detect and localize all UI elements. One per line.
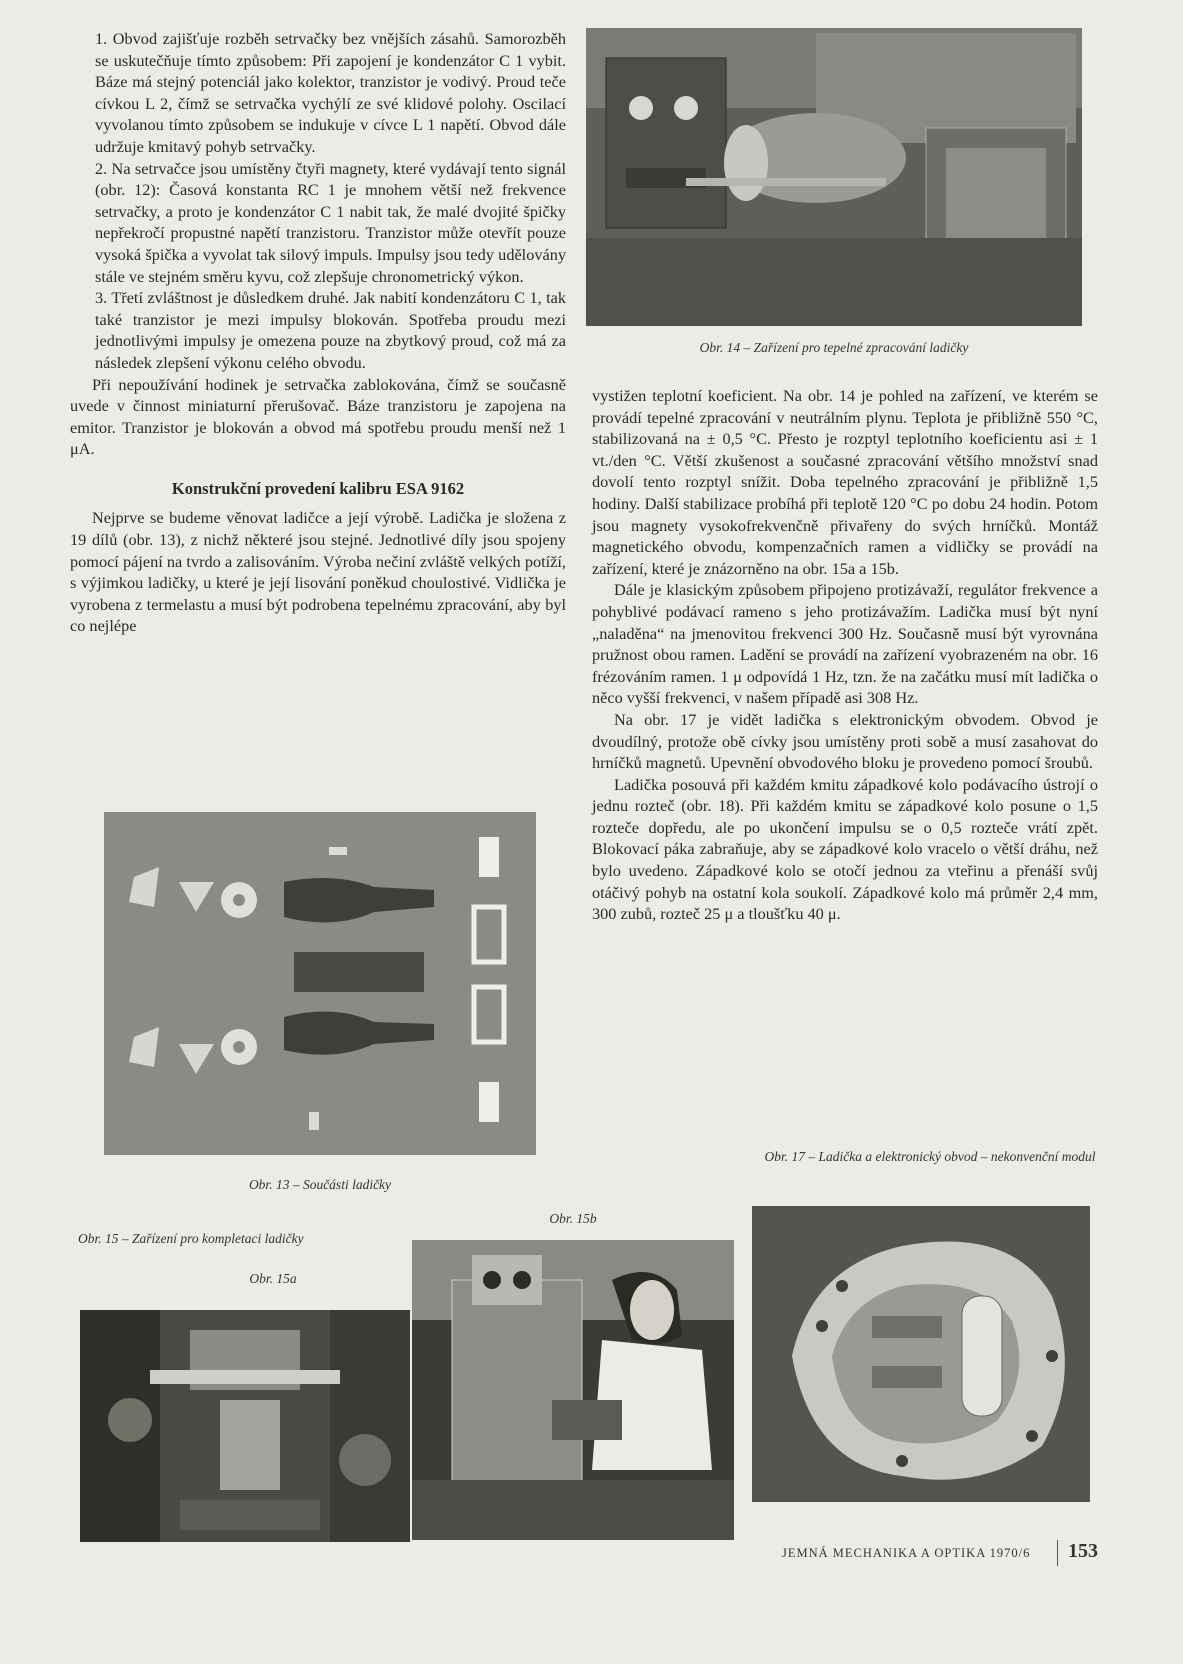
figure-15b-caption: Obr. 15b	[549, 1211, 597, 1226]
figure-17-caption: Obr. 17 – Ladička a elektronický obvod – nekonvenční modul	[764, 1149, 1096, 1164]
right-column	[592, 385, 1098, 925]
paragraph: Na obr. 17 je vidět ladička s elektronickým obvodem. Obvod je dvoudílný, protože obě cívky jsou umístěny proti sobě a musí zasahovat do hrníčků magnetů. Upevnění obvodového bloku je provedeno pomocí šroubů.	[592, 709, 1098, 773]
figure-13-photo	[104, 812, 536, 1155]
paragraph: Při nepoužívání hodinek je setrvačka zablokována, čímž se současně uvede v činnost miniaturní přerušovač. Báze tranzistoru je zapojena na emitor. Tranzistor je blokován a obvod má spotřebu proudu menší než 1 μA.	[70, 374, 566, 459]
figure-15a-photo	[80, 1310, 410, 1542]
list-item-3: 3. Třetí zvláštnost je důsledkem druhé. Jak nabití kondenzátoru C 1, tak také tranzistor je mezi impulsy blokován. Spotřeba proudu mezi jednotlivými impulsy je omezena pouze na zbytkový proud, což má za následek zlepšení výkonu celého obvodu.	[95, 288, 566, 372]
figure-14-photo	[586, 28, 1082, 326]
page-footer	[782, 1540, 1098, 1562]
figure-15b-photo	[412, 1240, 734, 1540]
section-heading: Konstrukční provedení kalibru ESA 9162	[171, 478, 465, 498]
paragraph: Dále je klasickým způsobem připojeno protizávaží, regulátor frekvence a pohyblivé podávací rameno s jeho protizávažím. Ladička musí být nyní „naladěna“ na jmenovitou frekvenci 300 Hz. Současně musí být vyrovnána pružnost obou ramen. Ladění se provádí na zařízení vyobrazeném na obr. 16 frézováním ramen. 1 μ odpovídá 1 Hz, tzn. že na začátku musí mít ladička o něco vyšší frekvenci, v našem případě asi 308 Hz.	[592, 580, 1098, 708]
figure-13-caption: Obr. 13 – Součásti ladičky	[248, 1177, 392, 1192]
paragraph: vystižen teplotní koeficient. Na obr. 14 je pohled na zařízení, ve kterém se provádí tepelné zpracování v neutrálním plynu. Teplota je přibližně 550 °C, stabilizovaná na ± 0,5 °C. Přesto je rozptyl teplotního koeficientu asi ± 1 vt./den °C. Větší zkušenost a současné zpracování většího množství snad dovolí tento rozptyl snížit. Doba tepelného zpracování je přibližně 1,5 hodiny. Další stabilizace probíhá při teplotě 120 °C po dobu 24 hodin. Potom jsou magnety vysokofrekvenčně přivařeny do svých hrníčků. Montáž magnetického obvodu, kompenzačních ramen a vidličky se provádí na zařízení, které je znázorněno na obr. 15a a 15b.	[592, 386, 1098, 578]
figure-15a-caption: Obr. 15a	[249, 1271, 297, 1286]
page-number: 153	[1068, 1540, 1098, 1562]
left-column	[70, 28, 566, 637]
figure-15-caption: Obr. 15 – Zařízení pro kompletaci ladičky	[78, 1231, 304, 1246]
list-item-2: 2. Na setrvačce jsou umístěny čtyři magnety, které vydávají tento signál (obr. 12): Časová konstanta RC 1 je mnohem větší než frekvence setrvačky, a proto je kondenzátor C 1 nabit tak, že malé dvojité špičky nepřekročí propustné napětí tranzistoru. Tranzistor může otevřít pouze vysoká špička a vyvolat tak silový impuls. Impulsy jsou tedy udělovány stále ve stejném směru kyvu, což zlepšuje chronometrický výkon.	[95, 158, 566, 286]
figure-14-caption: Obr. 14 – Zařízení pro tepelné zpracování ladičky	[699, 340, 969, 355]
figure-17-photo	[752, 1206, 1090, 1502]
journal-name: JEMNÁ MECHANIKA A OPTIKA 1970/6	[782, 1546, 1031, 1560]
paragraph: Nejprve se budeme věnovat ladičce a její výrobě. Ladička je složena z 19 dílů (obr. 13), z nichž některé jsou stejné. Jednotlivé díly jsou spojeny pomocí pájení na tvrdo a zalisováním. Výroba nečiní zvláště velkých potíží, s výjimkou ladičky, u které je její lisování poněkud choulostivé. Vidlička je vyrobena z termelastu a musí být podrobena tepelnému zpracování, aby byl co nejlépe	[70, 508, 566, 636]
list-item-1: 1. Obvod zajišťuje rozběh setrvačky bez vnějších zásahů. Samorozběh se uskutečňuje tímto způsobem: Při zapojení je kondenzátor C 1 vybit. Báze má stejný potenciál jako kolektor, tranzistor je vodivý. Proud teče cívkou L 2, čímž se setrvačka vychýlí ze své klidové polohy. Oscilací vyvolanou tímto způsobem se indukuje v cívce L 1 napětí. Obvod dále udržuje kmitavý pohyb setrvačky.	[95, 29, 566, 156]
footer-divider	[1057, 1540, 1058, 1566]
paragraph: Ladička posouvá při každém kmitu západkové kolo podávacího ústrojí o jednu rozteč (obr. 18). Při každém kmitu se západkové kolo posune o 1,5 rozteče dopředu, ale po ukončení impulsu se o 0,5 rozteče vrátí zpět. Blokovací páka zabraňuje, aby se západkové kolo vracelo o větší dráhu, než bylo uvedeno. Západkové kolo se otočí jednou za vteřinu a přenáší svůj otáčivý pohyb na ostatní kola soukolí. Západkové kolo má průměr 2,4 mm, 300 zubů, rozteč 25 μ a tloušťku 40 μ.	[592, 774, 1098, 924]
